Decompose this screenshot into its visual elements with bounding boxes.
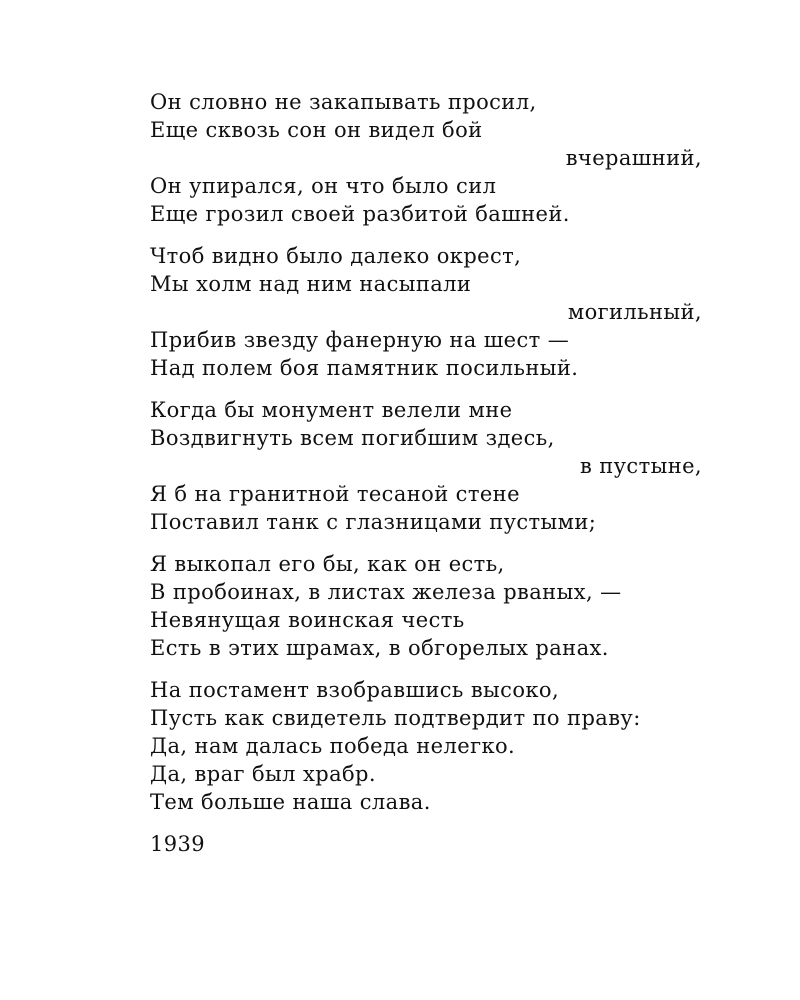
poem-line: В пробоинах, в листах железа рваных, —: [150, 580, 622, 604]
stanza-2: [150, 242, 702, 382]
poem-page: [150, 88, 702, 858]
poem-line: Он словно не закапывать просил,: [150, 90, 537, 114]
poem-line: Еще сквозь сон он видел бой: [150, 118, 483, 142]
poem-line-continuation: в пустыне,: [579, 454, 702, 478]
poem-line: Есть в этих шрамах, в обгорелых ранах.: [150, 636, 609, 660]
poem-line: Невянущая воинская честь: [150, 608, 465, 632]
poem-line: На постамент взобравшись высоко,: [150, 678, 560, 702]
poem-line-continuation: вчерашний,: [565, 146, 702, 170]
poem-line: Я б на гранитной тесаной стене: [150, 482, 520, 506]
poem-line: Когда бы монумент велели мне: [150, 398, 513, 422]
poem-year: 1939: [150, 832, 206, 856]
poem-line: Он упирался, он что было сил: [150, 174, 497, 198]
poem-line: Я выкопал его бы, как он есть,: [150, 552, 505, 576]
poem-line: Воздвигнуть всем погибшим здесь,: [150, 426, 555, 450]
poem-line: Над полем боя памятник посильный.: [150, 356, 579, 380]
poem-line: Чтоб видно было далеко окрест,: [150, 244, 522, 268]
poem-line: Мы холм над ним насыпали: [150, 272, 472, 296]
stanza-1: [150, 88, 702, 228]
poem-line: Пусть как свидетель подтвердит по праву:: [150, 706, 641, 730]
poem-line: Прибив звезду фанерную на шест —: [150, 328, 570, 352]
poem-line: Да, нам далась победа нелегко.: [150, 734, 516, 758]
poem-line-continuation: могильный,: [567, 300, 702, 324]
poem-line: Тем больше наша слава.: [150, 790, 431, 814]
poem-line: Да, враг был храбр.: [150, 762, 376, 786]
stanza-4: [150, 550, 702, 662]
poem-line: Поставил танк с глазницами пустыми;: [150, 510, 597, 534]
poem-line: Еще грозил своей разбитой башней.: [150, 202, 570, 226]
stanza-5: [150, 676, 702, 816]
stanza-3: [150, 396, 702, 536]
